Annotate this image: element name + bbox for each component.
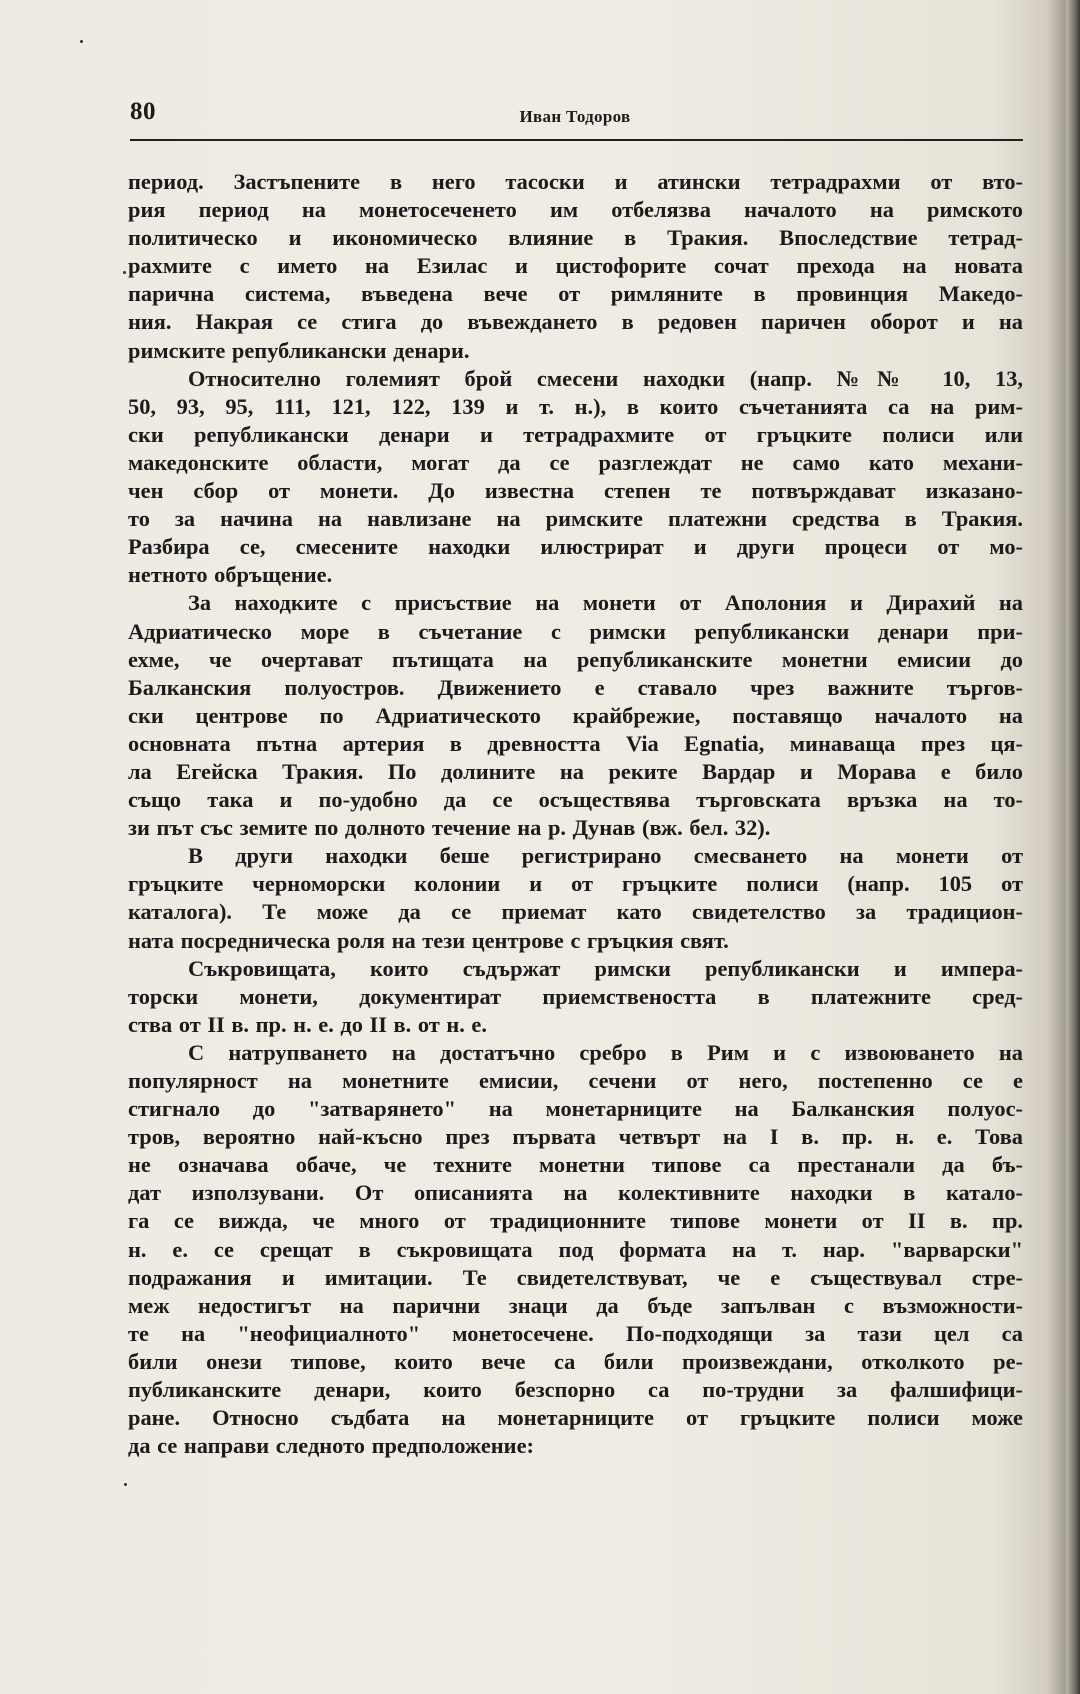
text-line: римските републикански денари.	[128, 337, 470, 363]
text-line: За находките с присъствие на монети от Аполония и Дирахий на	[188, 590, 1023, 616]
text-line: Относително големият брой смесени находки (напр. №№ 10, 13,	[188, 365, 1023, 391]
text-line: подражания и имитации. Те свидетелствуват, че е съществувал стре-	[128, 1264, 1023, 1290]
body-text	[128, 168, 1023, 1460]
text-line: публиканските денари, които безспорно са по-трудни за фалшифици-	[128, 1377, 1023, 1403]
text-line: ния. Накрая се стига до въвеждането в редовен паричен оборот и на	[128, 309, 1023, 335]
text-line: ната посредническа роля на тези центрове с гръцкия свят.	[128, 927, 729, 953]
text-line: дат използувани. От описанията на колективните находки в катало-	[128, 1180, 1023, 1206]
text-line: не означава обаче, че техните монетни типове са престанали да бъ-	[128, 1152, 1023, 1178]
text-line: В други находки беше регистрирано смесването на монети от	[188, 843, 1023, 869]
text-line: основната пътна артерия в древността Via Egnatia, минаваща през ця-	[128, 730, 1023, 756]
text-line: политическо и икономическо влияние в Тракия. Впоследствие тетрад-	[128, 225, 1023, 251]
text-line: чен сбор от монети. До известна степен те потвърждават изказано-	[128, 478, 1023, 504]
text-line: ски републикански денари и тетрадрахмите от гръцките полиси или	[128, 421, 1023, 447]
text-line: ства от II в. пр. н. е. до II в. от н. е.	[128, 1011, 487, 1037]
text-line: били онези типове, които вече са били произвеждани, отколкото ре-	[128, 1348, 1023, 1374]
text-line: тров, вероятно най-късно през първата четвърт на I в. пр. н. е. Това	[128, 1124, 1023, 1150]
text-line: каталога). Те може да се приемат като свидетелство за традицион-	[128, 899, 1023, 925]
text-line: 50, 93, 95, 111, 121, 122, 139 и т. н.), в които съчетанията са на рим-	[128, 393, 1023, 419]
text-line: ла Егейска Тракия. По долините на реките Вардар и Морава е било	[128, 758, 1023, 784]
text-line: меж недостигът на парични знаци да бъде запълван с възможности-	[128, 1292, 1023, 1318]
text-line: ехме, че очертават пътищата на републиканските монетни емисии до	[128, 646, 1023, 672]
text-line: период. Застъпените в него тасоски и атински тетрадрахми от вто-	[128, 169, 1023, 194]
paragraph	[128, 1039, 1023, 1460]
text-line: популярност на монетните емисии, сечени от него, постепенно се е	[128, 1068, 1023, 1093]
print-speck	[124, 1483, 127, 1486]
text-line: ране. Относно съдбата на монетарниците от гръцките полиси може	[128, 1405, 1023, 1431]
text-line: то за начина на навлизане на римските платежни средства в Тракия.	[128, 506, 1023, 532]
text-line: Съкровищата, които съдържат римски републикански и импера-	[188, 955, 1023, 981]
text-line: торски монети, документират приемствеността в платежните сред-	[128, 983, 1023, 1009]
text-line: също така и по-удобно да се осъществява търговската връзка на то-	[128, 787, 1023, 813]
text-line: нетното обръщение.	[128, 562, 333, 588]
paragraph	[128, 589, 1023, 842]
text-line: стигнало до "затварянето" на монетарниците на Балканския полуос-	[128, 1096, 1023, 1122]
text-line: парична система, въведена вече от римляните в провинция Македо-	[128, 281, 1023, 307]
text-line: С натрупването на достатъчно сребро в Рим и с извоюването на	[188, 1039, 1023, 1065]
text-line: да се направи следното предположение:	[128, 1433, 534, 1459]
text-line: Разбира се, смесените находки илюстрират и други процеси от мо-	[128, 534, 1023, 560]
text-line: Балканския полуостров. Движението е ставало чрез важните търгов-	[128, 674, 1023, 700]
running-head-author: Иван Тодоров	[519, 107, 631, 126]
page-number: 80	[130, 98, 156, 125]
paragraph	[128, 365, 1023, 590]
text-line: зи път със земите по долното течение на р. Дунав (вж. бел. 32).	[128, 815, 771, 841]
header-rule	[130, 139, 1023, 141]
paragraph	[128, 842, 1023, 954]
text-line: га се вижда, че много от традиционните типове монети от II в. пр.	[128, 1208, 1023, 1234]
paragraph	[128, 955, 1023, 1039]
text-line: те на "неофициалното" монетосечене. По-подходящи за тази цел са	[128, 1320, 1023, 1346]
book-spine-shadow	[1066, 0, 1080, 1694]
text-line: Адриатическо море в съчетание с римски републикански денари при-	[128, 618, 1023, 644]
text-line: ски центрове по Адриатическото крайбрежие, поставящо началото на	[128, 702, 1023, 728]
text-line: рахмите с името на Езилас и цистофорите сочат прехода на новата	[128, 253, 1023, 279]
print-speck	[80, 40, 83, 43]
text-line: гръцките черноморски колонии и от гръцките полиси (напр. 105 от	[128, 871, 1023, 897]
paragraph	[128, 168, 1023, 365]
page-header	[130, 98, 1020, 138]
text-line: н. е. се срещат в съкровищата под формата на т. нар. "варварски"	[128, 1236, 1023, 1262]
print-speck	[123, 271, 126, 274]
text-line: македонските области, могат да се разглеждат не само като механи-	[128, 449, 1023, 475]
text-line: рия период на монетосеченето им отбелязва началото на римското	[128, 197, 1023, 223]
